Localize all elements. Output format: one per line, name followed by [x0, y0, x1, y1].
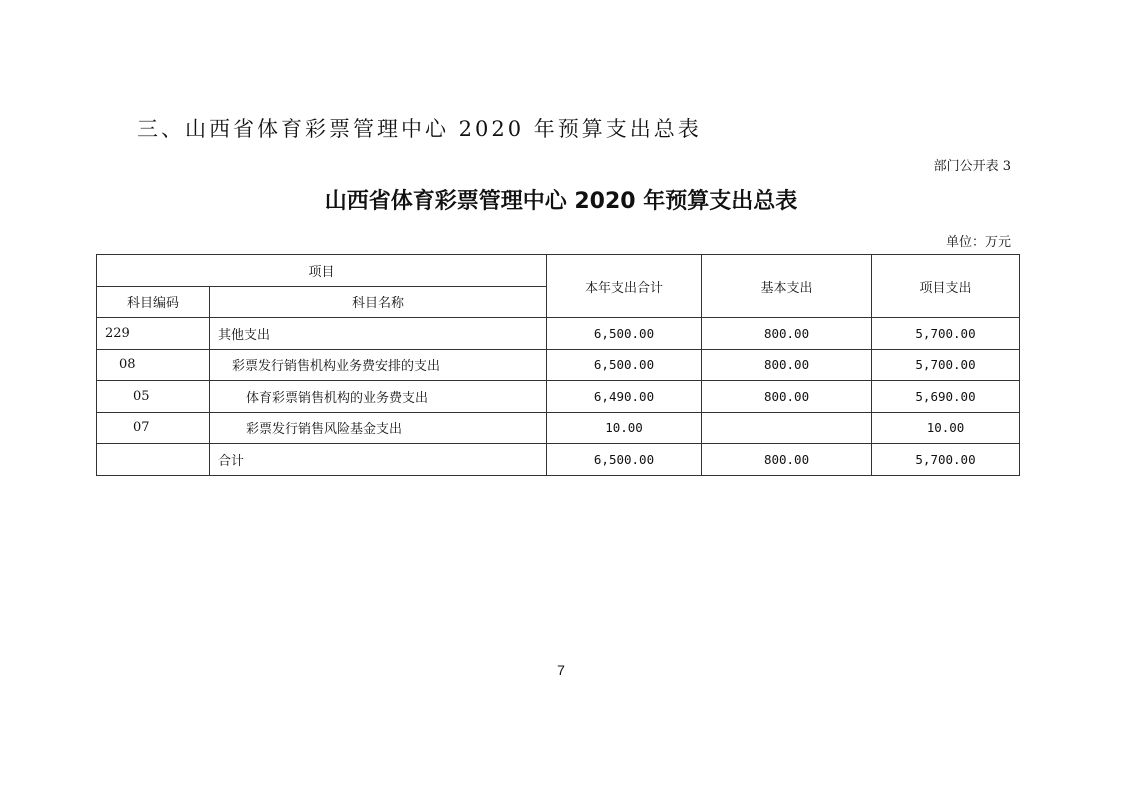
row-code: 229	[97, 318, 210, 350]
header-name: 科目名称	[210, 286, 547, 318]
row-code: 07	[97, 412, 210, 444]
row-basic: 800.00	[702, 318, 872, 350]
table-row	[97, 318, 1020, 350]
header-basic: 基本支出	[702, 255, 872, 318]
table-number: 部门公开表 3	[933, 159, 1011, 174]
unit-label: 单位：万元	[945, 235, 1011, 250]
table-row	[97, 412, 1020, 444]
section-heading: 三、山西省体育彩票管理中心 2020 年预算支出总表	[137, 117, 702, 141]
header-total: 本年支出合计	[547, 255, 702, 318]
row-project: 10.00	[872, 412, 1020, 444]
page-number: 7	[557, 662, 565, 678]
row-project: 5,690.00	[872, 381, 1020, 413]
row-name: 其他支出	[210, 318, 547, 350]
row-code: 05	[97, 381, 210, 413]
row-name: 体育彩票销售机构的业务费支出	[210, 381, 547, 413]
summary-name: 合计	[210, 444, 547, 476]
summary-row	[97, 444, 1020, 476]
row-total: 6,490.00	[547, 381, 702, 413]
summary-total: 6,500.00	[547, 444, 702, 476]
row-total: 10.00	[547, 412, 702, 444]
header-item: 项目	[97, 255, 547, 287]
row-project: 5,700.00	[872, 318, 1020, 350]
header-row-1	[97, 255, 1020, 287]
header-project: 项目支出	[872, 255, 1020, 318]
row-project: 5,700.00	[872, 349, 1020, 381]
summary-basic: 800.00	[702, 444, 872, 476]
row-basic: 800.00	[702, 349, 872, 381]
row-total: 6,500.00	[547, 318, 702, 350]
row-total: 6,500.00	[547, 349, 702, 381]
table-row	[97, 349, 1020, 381]
table-row	[97, 381, 1020, 413]
page-title: 山西省体育彩票管理中心 2020 年预算支出总表	[324, 189, 798, 214]
row-code: 08	[97, 349, 210, 381]
budget-expenditure-table	[96, 254, 1020, 476]
summary-project: 5,700.00	[872, 444, 1020, 476]
header-code: 科目编码	[97, 286, 210, 318]
summary-code	[97, 444, 210, 476]
row-basic: 800.00	[702, 381, 872, 413]
row-name: 彩票发行销售风险基金支出	[210, 412, 547, 444]
row-name: 彩票发行销售机构业务费安排的支出	[210, 349, 547, 381]
row-basic	[702, 412, 872, 444]
